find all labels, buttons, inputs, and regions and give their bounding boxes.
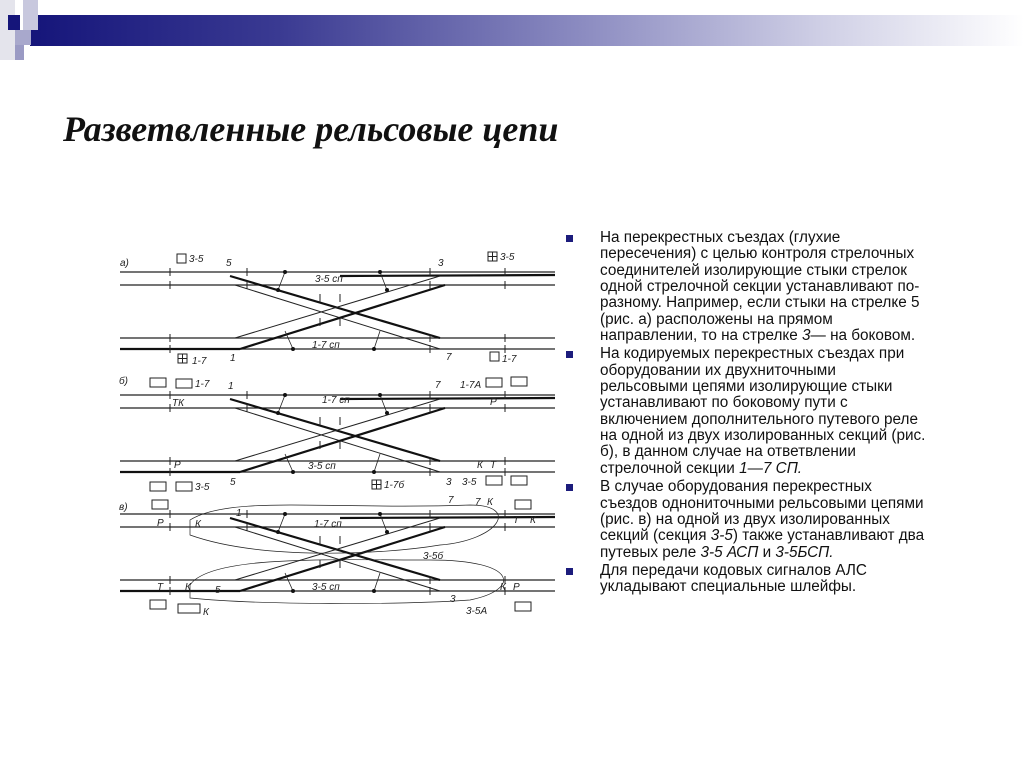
diagram-label: Р	[513, 582, 520, 593]
diagram-label: 1-7 сп	[314, 519, 342, 530]
text-italic: 1—7 СП.	[739, 459, 803, 477]
text-line: б), в данном случае на ответвлении	[600, 443, 856, 461]
text-line: (рис. а) расположены на прямом	[600, 310, 833, 328]
text-line: оборудовании их двухниточными	[600, 361, 836, 379]
text-italic: 3	[802, 327, 811, 345]
text-line	[600, 328, 1006, 344]
text-line: рельсовыми цепями изолирующие стыки	[600, 378, 893, 396]
diagram-label: 3-5 сп	[312, 582, 340, 593]
diagram-label: 7	[448, 495, 454, 506]
slide-title: Разветвленные рельсовые цепи	[63, 109, 559, 149]
diagram-label: К	[500, 582, 506, 593]
text-line: укладывают специальные шлейфы.	[600, 578, 857, 596]
diagram-label: Р	[490, 397, 497, 408]
text-line: на одной из двух изолированных секций (рис.	[600, 427, 926, 445]
diagram-label: 1-7	[502, 354, 517, 365]
text-line: пересечения) с целью контроля стрелочных	[600, 245, 915, 263]
bullet-square-icon	[566, 484, 573, 491]
diagram-label: 1-7А	[460, 380, 482, 391]
diagram-label: Т	[157, 582, 164, 593]
text-segment: — на боковом.	[810, 327, 916, 345]
bullet-item	[566, 479, 1006, 561]
text-line: разному. Например, если стыки на стрелке 5	[600, 294, 920, 312]
diagram-label: 1	[230, 353, 236, 364]
diagram-label: ТК	[172, 398, 185, 409]
diagram-label: 3-5 сп	[308, 461, 336, 472]
diagram-label: К	[487, 497, 493, 508]
diagram-label: 3	[438, 258, 444, 269]
diagram-label: 1-7	[192, 356, 207, 367]
text-line: устанавливают по боковому пути с	[600, 394, 848, 412]
bullet-item	[566, 563, 1006, 596]
text-segment: и	[758, 543, 776, 561]
text-segment: секций (секция	[600, 527, 711, 545]
rail-circuit-diagram	[110, 240, 560, 625]
diagram-label: 5	[230, 477, 236, 488]
panel-label: б)	[119, 376, 128, 387]
text-italic: 3-5 АСП	[700, 543, 759, 561]
diagram-label: 1-7	[195, 379, 210, 390]
panel-label: а)	[120, 258, 129, 269]
bullet-item	[566, 230, 1006, 344]
text-line: съездов однониточными рельсовыми цепями	[600, 494, 924, 512]
diagram-label: 1-7 сп	[322, 395, 350, 406]
header-gradient-bar	[30, 15, 1024, 46]
text-italic: 3-5БСП.	[775, 543, 834, 561]
bullet-item	[566, 346, 1006, 477]
diagram-label: 1	[228, 381, 234, 392]
text-segment: ) также устанавливают два	[732, 527, 925, 545]
text-segment: стрелочной секции	[600, 459, 740, 477]
text-line: На перекрестных съездах (глухие	[600, 229, 841, 246]
diagram-label: Т	[513, 515, 520, 526]
diagram-label: 3	[450, 594, 456, 605]
deco-square	[8, 15, 20, 30]
text-line	[600, 528, 1006, 544]
diagram-label: 5	[226, 258, 232, 269]
diagram-label: 3-5	[189, 254, 204, 265]
diagram-label: К	[195, 519, 201, 530]
diagram-label: 7	[475, 497, 481, 508]
diagram-label: 3	[446, 477, 452, 488]
text-line: На кодируемых перекрестных съездах при	[600, 345, 905, 363]
text-line: В случае оборудования перекрестных	[600, 478, 872, 496]
diagram-label: 1-7 сп	[312, 340, 340, 351]
diagram-label: К	[185, 582, 191, 593]
diagram-label: К	[477, 460, 483, 471]
bullet-square-icon	[566, 235, 573, 242]
bullet-square-icon	[566, 351, 573, 358]
deco-square	[23, 0, 38, 30]
deco-square	[15, 30, 31, 45]
diagram-label: 3-5б	[423, 551, 444, 562]
diagram-label: 3-5	[462, 477, 477, 488]
text-line: Для передачи кодовых сигналов АЛС	[600, 561, 867, 579]
diagram-label: Р	[157, 518, 164, 529]
diagram-label: 3-5А	[466, 606, 488, 617]
diagram-label: К	[203, 607, 209, 618]
diagram-label: 1-7б	[384, 480, 405, 491]
text-line: включением дополнительного путевого реле	[600, 410, 918, 428]
text-line	[600, 545, 1006, 561]
panel-b-labels	[119, 375, 497, 493]
text-segment: направлении, то на стрелке	[600, 327, 803, 345]
diagram-label: 5	[215, 585, 221, 596]
diagram-label: 3-5	[500, 252, 515, 263]
diagram-label: Т	[490, 460, 497, 471]
diagram-label: 7	[435, 380, 441, 391]
text-line: одной стрелочной секции устанавливают по-	[600, 278, 920, 296]
diagram-label: 3-5	[195, 482, 210, 493]
text-line: соединителей изолирующие стыки стрелок	[600, 261, 907, 279]
text-line	[600, 461, 1006, 477]
text-segment: путевых реле	[600, 543, 701, 561]
bullet-square-icon	[566, 568, 573, 575]
text-italic: 3-5	[710, 527, 733, 545]
diagram-label: 7	[446, 352, 452, 363]
deco-square	[0, 0, 15, 60]
diagram-label: К	[530, 515, 536, 526]
deco-square	[15, 45, 24, 60]
diagram-label: 1	[236, 508, 242, 519]
diagram-label: 3-5 сп	[315, 274, 343, 285]
bullet-list	[566, 230, 1006, 598]
panel-label: в)	[119, 502, 128, 513]
text-line: (рис. в) на одной из двух изолированных	[600, 510, 890, 528]
diagram-label: Р	[174, 460, 181, 471]
